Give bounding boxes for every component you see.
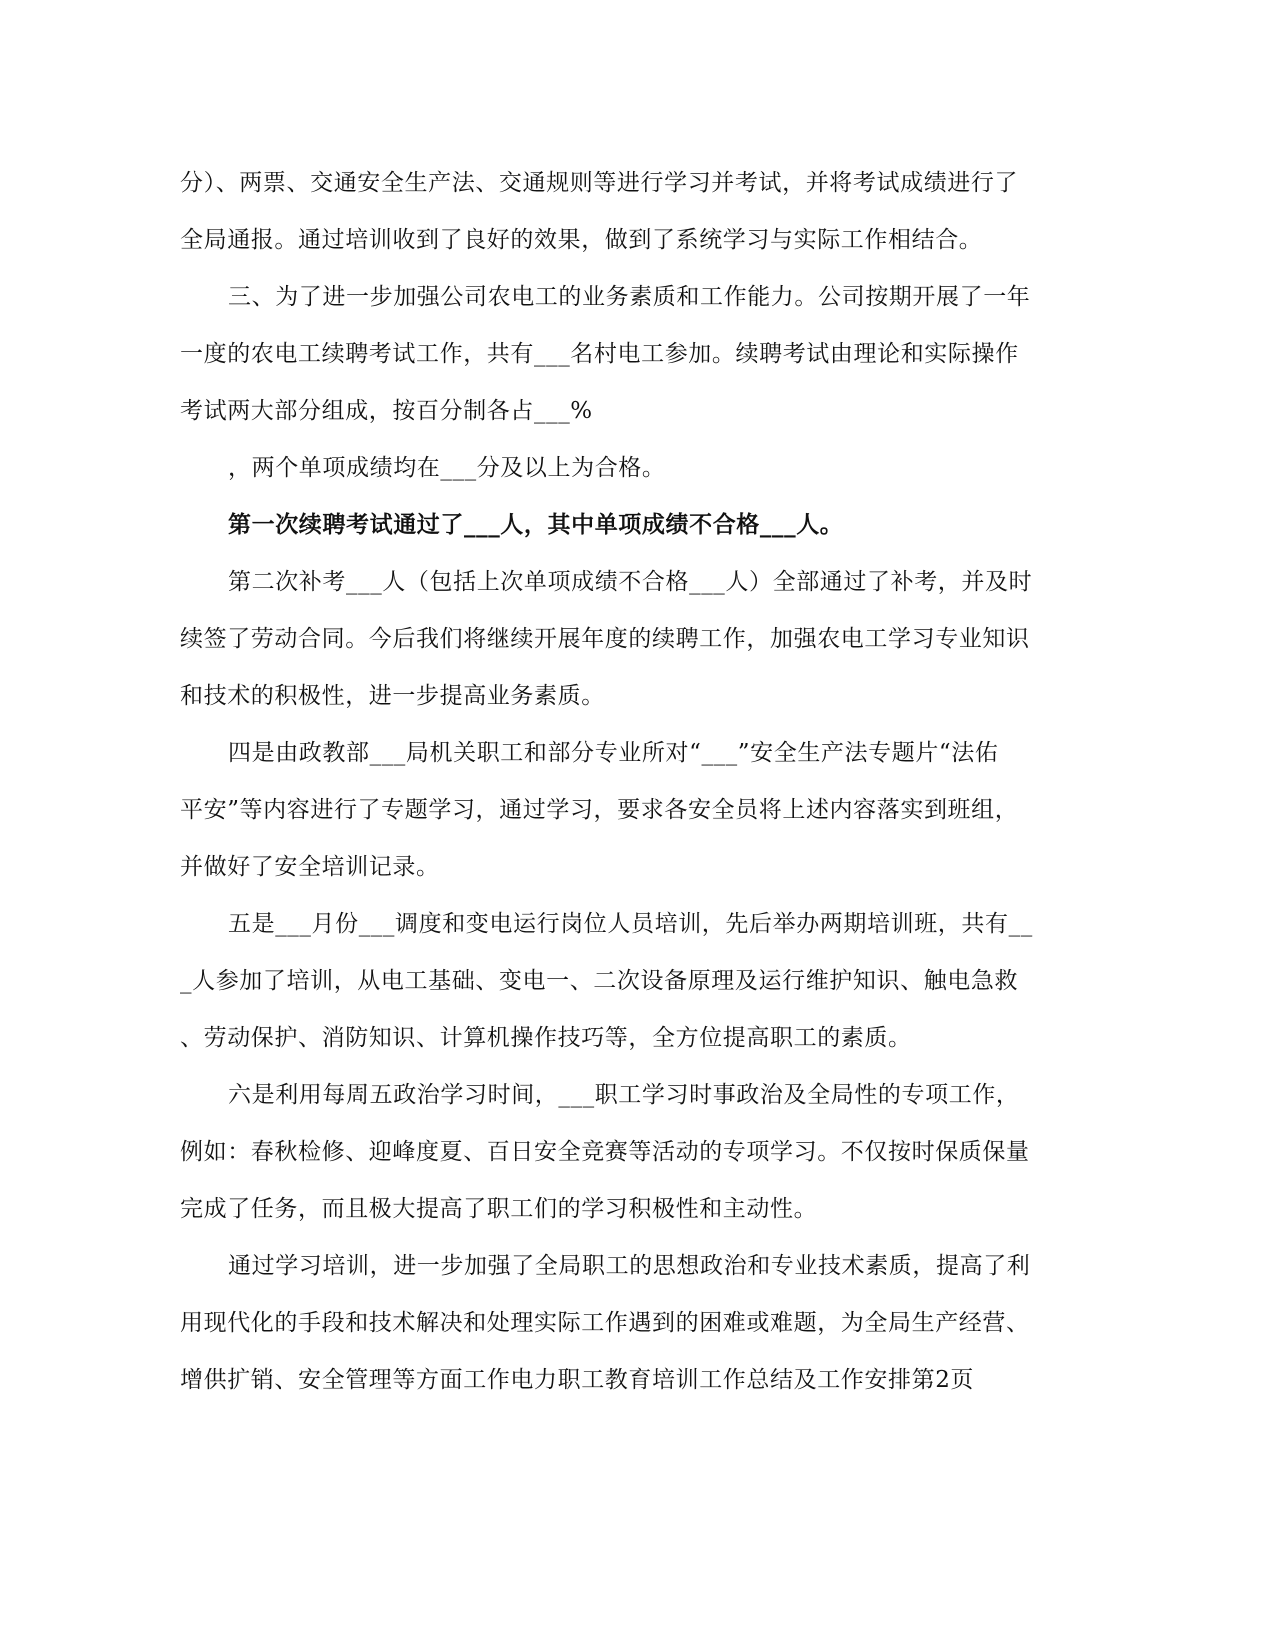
text-line: 例如：春秋检修、迎峰度夏、百日安全竞赛等活动的专项学习。不仅按时保质保量 — [180, 1139, 1030, 1165]
paragraph-start: 第二次补考___人（包括上次单项成绩不合格___人）全部通过了补考，并及时 — [228, 569, 1033, 595]
text-line: _人参加了培训，从电工基础、变电一、二次设备原理及运行维护知识、触电急救 — [180, 968, 1019, 994]
paragraph-start: 五是___月份___调度和变电运行岗位人员培训，先后举办两期培训班，共有__ — [228, 911, 1033, 937]
text-line: 和技术的积极性，进一步提高业务素质。 — [180, 683, 605, 709]
text-line: 、劳动保护、消防知识、计算机操作技巧等，全方位提高职工的素质。 — [180, 1025, 912, 1051]
paragraph-start: 六是利用每周五政治学习时间，___职工学习时事政治及全局性的专项工作， — [228, 1082, 1020, 1108]
paragraph-start: 三、为了进一步加强公司农电工的业务素质和工作能力。公司按期开展了一年 — [228, 284, 1031, 310]
text-line: 全局通报。通过培训收到了良好的效果，做到了系统学习与实际工作相结合。 — [180, 227, 983, 253]
text-line: 考试两大部分组成，按百分制各占___% — [180, 398, 593, 424]
text-line: 用现代化的手段和技术解决和处理实际工作遇到的困难或难题，为全局生产经营、 — [180, 1310, 1030, 1336]
text-line: 完成了任务，而且极大提高了职工们的学习积极性和主动性。 — [180, 1196, 818, 1222]
text-line: 平安”等内容进行了专题学习，通过学习，要求各安全员将上述内容落实到班组， — [180, 797, 1019, 823]
text-line: 增供扩销、安全管理等方面工作电力职工教育培训工作总结及工作安排第2页 — [180, 1367, 975, 1393]
text-line: 一度的农电工续聘考试工作，共有___名村电工参加。续聘考试由理论和实际操作 — [180, 341, 1019, 367]
paragraph-start: 通过学习培训，进一步加强了全局职工的思想政治和专业技术素质，提高了利 — [228, 1253, 1031, 1279]
paragraph-start: ，两个单项成绩均在___分及以上为合格。 — [228, 455, 666, 481]
bold-paragraph: 第一次续聘考试通过了___人，其中单项成绩不合格___人。 — [228, 512, 844, 538]
text-line: 续签了劳动合同。今后我们将继续开展年度的续聘工作，加强农电工学习专业知识 — [180, 626, 1030, 652]
paragraph-start: 四是由政教部___局机关职工和部分专业所对“___”安全生产法专题片“法佑 — [228, 740, 999, 766]
text-line: 并做好了安全培训记录。 — [180, 854, 440, 880]
text-line: 分）、两票、交通安全生产法、交通规则等进行学习并考试，并将考试成绩进行了 — [180, 170, 1019, 196]
